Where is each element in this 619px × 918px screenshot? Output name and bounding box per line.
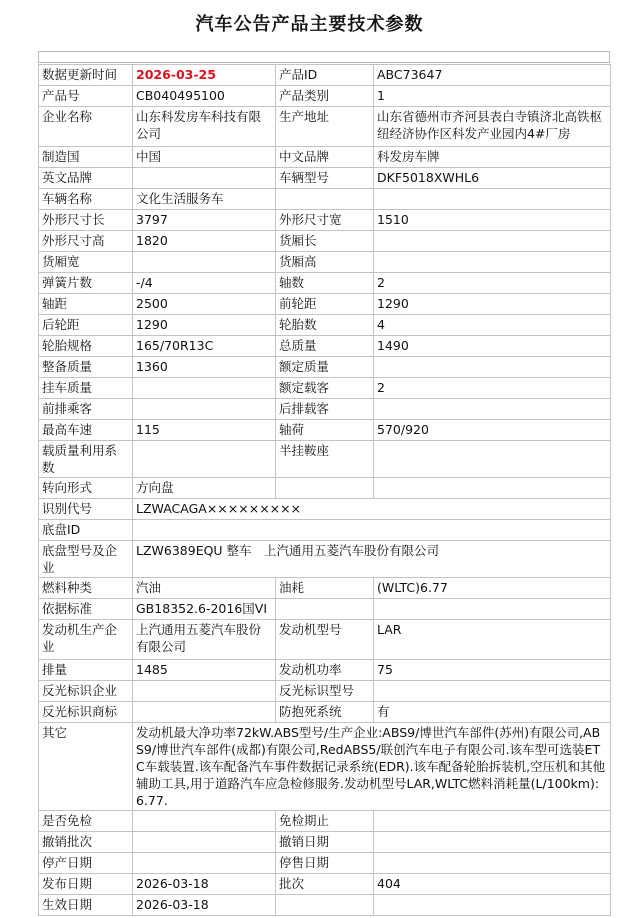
field-label: 整备质量 bbox=[39, 357, 133, 378]
table-row bbox=[39, 723, 611, 811]
field-value bbox=[133, 702, 276, 723]
field-label: 产品号 bbox=[39, 86, 133, 107]
field-label: 停产日期 bbox=[39, 853, 133, 874]
field-label: 制造国 bbox=[39, 147, 133, 168]
field-value: 方向盘 bbox=[133, 478, 276, 499]
field-value bbox=[133, 441, 276, 478]
table-row bbox=[39, 336, 611, 357]
empty-cell bbox=[374, 599, 611, 620]
table-row bbox=[39, 107, 611, 147]
field-label: 最高车速 bbox=[39, 420, 133, 441]
field-label: 反光标识企业 bbox=[39, 681, 133, 702]
field-label: 反光标识商标 bbox=[39, 702, 133, 723]
field-label: 停售日期 bbox=[276, 853, 374, 874]
field-label: 批次 bbox=[276, 874, 374, 895]
table-row bbox=[39, 520, 611, 541]
field-value: 有 bbox=[374, 702, 611, 723]
empty-cell bbox=[276, 895, 374, 916]
empty-cell bbox=[374, 189, 611, 210]
field-value: 2500 bbox=[133, 294, 276, 315]
field-value: 2 bbox=[374, 378, 611, 399]
field-label: 是否免检 bbox=[39, 811, 133, 832]
field-value: GB18352.6-2016国VI bbox=[133, 599, 276, 620]
field-label: 识别代号 bbox=[39, 499, 133, 520]
table-header-bar bbox=[38, 51, 610, 63]
field-label: 外形尺寸宽 bbox=[276, 210, 374, 231]
field-label: 额定载客 bbox=[276, 378, 374, 399]
table-row bbox=[39, 832, 611, 853]
field-value: 1510 bbox=[374, 210, 611, 231]
field-value: 570/920 bbox=[374, 420, 611, 441]
field-label: 轴数 bbox=[276, 273, 374, 294]
table-row bbox=[39, 620, 611, 660]
field-label: 货厢长 bbox=[276, 231, 374, 252]
field-label: 发动机生产企业 bbox=[39, 620, 133, 660]
engine-maker-value: 上汽通用五菱汽车股份有限公司 bbox=[133, 620, 276, 660]
field-value: 1 bbox=[374, 86, 611, 107]
table-row bbox=[39, 147, 611, 168]
field-label: 轮胎数 bbox=[276, 315, 374, 336]
field-label: 企业名称 bbox=[39, 107, 133, 147]
table-row bbox=[39, 853, 611, 874]
field-label: 外形尺寸高 bbox=[39, 231, 133, 252]
field-label: 发动机型号 bbox=[276, 620, 374, 660]
field-value bbox=[133, 520, 611, 541]
field-value bbox=[133, 811, 276, 832]
table-row bbox=[39, 189, 611, 210]
company-value: 山东科发房车科技有限公司 bbox=[133, 107, 276, 147]
field-value bbox=[133, 681, 276, 702]
field-label: 额定质量 bbox=[276, 357, 374, 378]
field-label: 撤销日期 bbox=[276, 832, 374, 853]
field-label: 英文品牌 bbox=[39, 168, 133, 189]
empty-cell bbox=[276, 599, 374, 620]
field-value: 1290 bbox=[374, 294, 611, 315]
field-value bbox=[374, 681, 611, 702]
table-row bbox=[39, 294, 611, 315]
field-value: CB040495100 bbox=[133, 86, 276, 107]
field-value: 1490 bbox=[374, 336, 611, 357]
spec-table bbox=[38, 64, 611, 916]
field-label: 防抱死系统 bbox=[276, 702, 374, 723]
field-value: 404 bbox=[374, 874, 611, 895]
empty-cell bbox=[374, 895, 611, 916]
field-label: 依据标准 bbox=[39, 599, 133, 620]
field-value: 汽油 bbox=[133, 578, 276, 599]
field-label: 生产地址 bbox=[276, 107, 374, 147]
empty-cell bbox=[276, 189, 374, 210]
table-row bbox=[39, 231, 611, 252]
table-row bbox=[39, 65, 611, 86]
field-label: 油耗 bbox=[276, 578, 374, 599]
table-row bbox=[39, 702, 611, 723]
field-value: 1485 bbox=[133, 660, 276, 681]
table-row bbox=[39, 681, 611, 702]
field-value: 中国 bbox=[133, 147, 276, 168]
empty-cell bbox=[276, 478, 374, 499]
vin-code-value: LZWACAGA××××××××× bbox=[133, 499, 611, 520]
field-value: 75 bbox=[374, 660, 611, 681]
field-value: 3797 bbox=[133, 210, 276, 231]
field-label: 载质量利用系数 bbox=[39, 441, 133, 478]
field-label: 其它 bbox=[39, 723, 133, 811]
field-value bbox=[374, 853, 611, 874]
field-value: (WLTC)6.77 bbox=[374, 578, 611, 599]
table-row bbox=[39, 599, 611, 620]
field-value: 1290 bbox=[133, 315, 276, 336]
table-row bbox=[39, 252, 611, 273]
field-value bbox=[133, 168, 276, 189]
field-value: -/4 bbox=[133, 273, 276, 294]
field-label: 货厢宽 bbox=[39, 252, 133, 273]
table-row bbox=[39, 499, 611, 520]
field-label: 货厢高 bbox=[276, 252, 374, 273]
field-value: 1820 bbox=[133, 231, 276, 252]
field-label: 挂车质量 bbox=[39, 378, 133, 399]
field-value: 115 bbox=[133, 420, 276, 441]
field-label: 发动机功率 bbox=[276, 660, 374, 681]
field-label: 转向形式 bbox=[39, 478, 133, 499]
update-time-value: 2026-03-25 bbox=[133, 65, 276, 86]
table-row bbox=[39, 420, 611, 441]
table-row bbox=[39, 441, 611, 478]
table-row bbox=[39, 378, 611, 399]
table-row bbox=[39, 895, 611, 916]
field-value: 2026-03-18 bbox=[133, 874, 276, 895]
field-label: 轴距 bbox=[39, 294, 133, 315]
table-row bbox=[39, 210, 611, 231]
field-label: 弹簧片数 bbox=[39, 273, 133, 294]
table-row bbox=[39, 811, 611, 832]
field-value bbox=[133, 832, 276, 853]
field-value bbox=[133, 853, 276, 874]
field-label: 产品ID bbox=[276, 65, 374, 86]
field-label: 前轮距 bbox=[276, 294, 374, 315]
field-label: 前排乘客 bbox=[39, 399, 133, 420]
field-label: 产品类别 bbox=[276, 86, 374, 107]
table-row bbox=[39, 541, 611, 578]
field-value bbox=[374, 832, 611, 853]
field-value bbox=[374, 231, 611, 252]
chassis-model-value: LZW6389EQU 整车 上汽通用五菱汽车股份有限公司 bbox=[133, 541, 611, 578]
field-value: 165/70R13C bbox=[133, 336, 276, 357]
field-label: 总质量 bbox=[276, 336, 374, 357]
other-notes-value: 发动机最大净功率72kW.ABS型号/生产企业:ABS9/博世汽车部件(苏州)有限公司,ABS9/博世汽车部件(成都)有限公司,RedABS5/联创汽车电子有限公司.该车型可选装ETC车载装置.该车配备汽车事件数据记录系统(EDR).该车配备轮胎拆装机,空压机和其他辅助工具,用于道路汽车应急检修服务.发动机型号LAR,WLTC燃料消耗量(L/100km):6.77. bbox=[133, 723, 611, 811]
field-value bbox=[374, 441, 611, 478]
field-value bbox=[374, 252, 611, 273]
table-row bbox=[39, 478, 611, 499]
field-label: 发布日期 bbox=[39, 874, 133, 895]
field-label: 外形尺寸长 bbox=[39, 210, 133, 231]
field-value bbox=[133, 378, 276, 399]
field-value: 2 bbox=[374, 273, 611, 294]
product-id-value: ABC73647 bbox=[374, 65, 611, 86]
table-row bbox=[39, 578, 611, 599]
model-value: DKF5018XWHL6 bbox=[374, 168, 611, 189]
table-row bbox=[39, 273, 611, 294]
field-value bbox=[374, 399, 611, 420]
field-label: 中文品牌 bbox=[276, 147, 374, 168]
field-label: 底盘型号及企业 bbox=[39, 541, 133, 578]
table-row bbox=[39, 357, 611, 378]
field-label: 反光标识型号 bbox=[276, 681, 374, 702]
field-label: 车辆型号 bbox=[276, 168, 374, 189]
engine-model-value: LAR bbox=[374, 620, 611, 660]
field-value bbox=[133, 399, 276, 420]
field-label: 后轮距 bbox=[39, 315, 133, 336]
table-row bbox=[39, 86, 611, 107]
field-label: 后排载客 bbox=[276, 399, 374, 420]
field-value: 2026-03-18 bbox=[133, 895, 276, 916]
field-label: 轮胎规格 bbox=[39, 336, 133, 357]
field-label: 半挂鞍座 bbox=[276, 441, 374, 478]
field-label: 车辆名称 bbox=[39, 189, 133, 210]
field-label: 撤销批次 bbox=[39, 832, 133, 853]
table-row bbox=[39, 399, 611, 420]
address-value: 山东省德州市齐河县表白寺镇济北高铁枢纽经济协作区科发产业园内4#厂房 bbox=[374, 107, 611, 147]
table-row bbox=[39, 660, 611, 681]
field-value: 4 bbox=[374, 315, 611, 336]
field-label: 排量 bbox=[39, 660, 133, 681]
empty-cell bbox=[374, 478, 611, 499]
field-label: 底盘ID bbox=[39, 520, 133, 541]
table-row bbox=[39, 874, 611, 895]
field-label: 免检期止 bbox=[276, 811, 374, 832]
field-value bbox=[133, 252, 276, 273]
field-label: 轴荷 bbox=[276, 420, 374, 441]
field-label: 数据更新时间 bbox=[39, 65, 133, 86]
field-value: 1360 bbox=[133, 357, 276, 378]
field-value: 科发房车牌 bbox=[374, 147, 611, 168]
field-label: 燃料种类 bbox=[39, 578, 133, 599]
page-title: 汽车公告产品主要技术参数 bbox=[195, 14, 424, 35]
table-row bbox=[39, 168, 611, 189]
field-value bbox=[374, 811, 611, 832]
field-value bbox=[374, 357, 611, 378]
field-value: 文化生活服务车 bbox=[133, 189, 276, 210]
field-label: 生效日期 bbox=[39, 895, 133, 916]
table-row bbox=[39, 315, 611, 336]
